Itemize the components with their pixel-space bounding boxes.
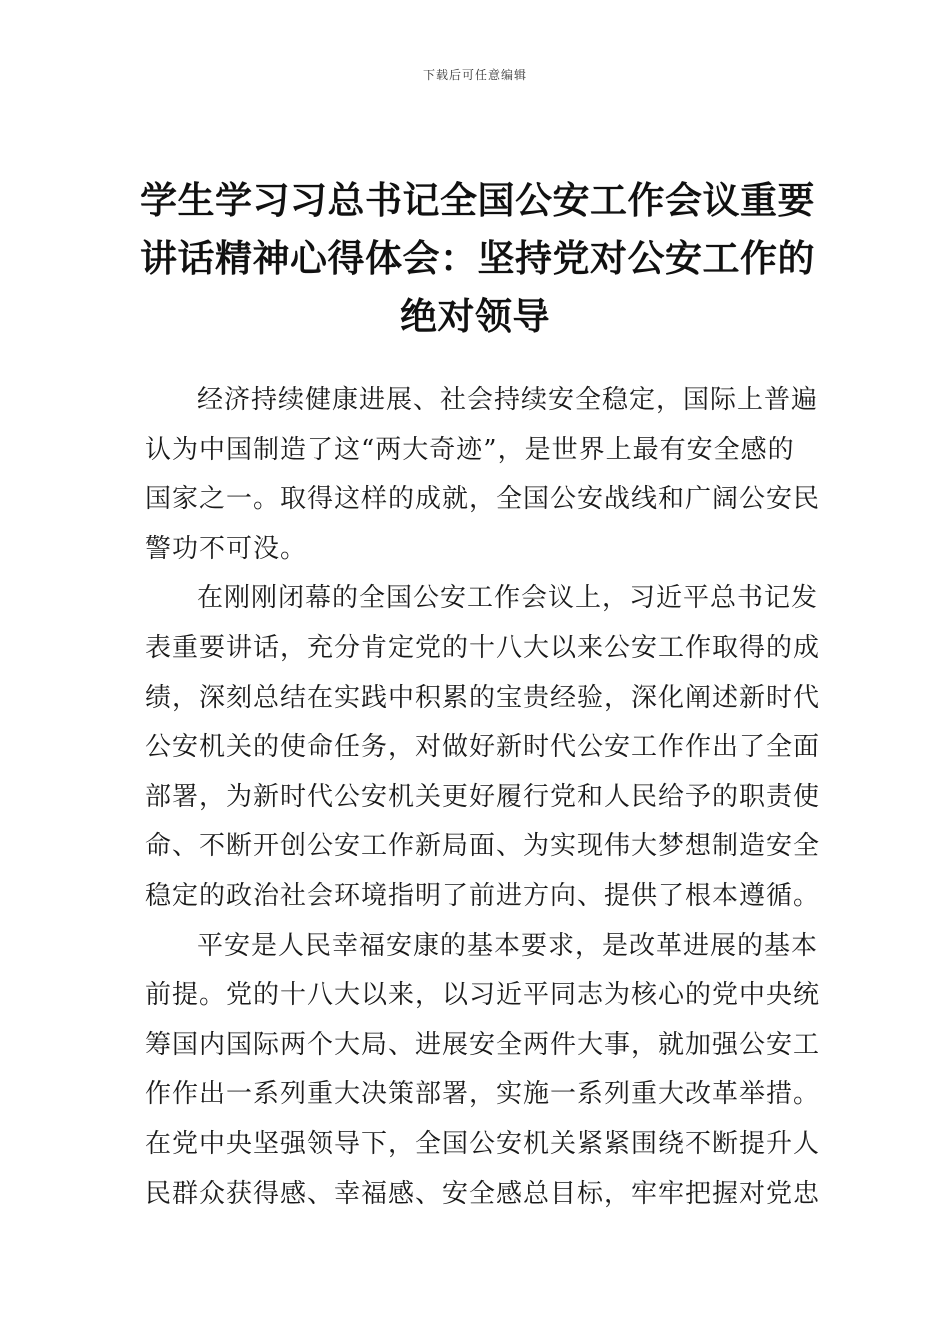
text-line: 筹国内国际两个大局、进展安全两件大事，就加强公安工 [145,1029,821,1060]
text-line: 稳定的政治社会环境指明了前进方向、提供了根本遵循。 [145,880,821,911]
paragraph [145,574,821,921]
text-line: 平安是人民幸福安康的基本要求，是改革进展的基本 [197,930,819,961]
text-line: 认为中国制造了这“两大奇迹”，是世界上最有安全感的 [145,434,795,465]
text-line: 前提。党的十八大以来，以习近平同志为核心的党中央统 [145,980,821,1011]
text-line: 作作出一系列重大决策部署，实施一系列重大改革举措。 [145,1079,821,1110]
document-title [140,172,815,346]
text-line: 国家之一。取得这样的成就，全国公安战线和广阔公安民 [145,484,821,515]
text-line: 经济持续健康进展、社会持续安全稳定，国际上普遍 [197,385,819,415]
title-line: 讲话精神心得体会：坚持党对公安工作的 [140,237,815,280]
text-line: 民群众获得感、幸福感、安全感总目标，牢牢把握对党忠 [145,1178,821,1209]
text-line: 表重要讲话，充分肯定党的十八大以来公安工作取得的成 [145,632,821,663]
text-line: 绩，深刻总结在实践中积累的宝贵经验，深化阐述新时代 [145,682,821,713]
title-line: 学生学习习总书记全国公安工作会议重要 [140,179,815,222]
header-note: 下载后可任意编辑 [422,68,527,82]
title-line: 绝对领导 [400,295,550,338]
text-line: 公安机关的使命任务，对做好新时代公安工作作出了全面 [145,732,821,763]
text-line: 在党中央坚强领导下，全国公安机关紧紧围绕不断提升人 [145,1128,821,1159]
paragraph [145,376,821,574]
text-line: 在刚刚闭幕的全国公安工作会议上，习近平总书记发 [197,583,819,614]
text-line: 命、不断开创公安工作新局面、为实现伟大梦想制造安全 [145,831,821,862]
document-body [145,376,821,1219]
text-line: 部署，为新时代公安机关更好履行党和人民给予的职责使 [145,781,821,812]
paragraph [145,922,821,1220]
text-line: 警功不可没。 [145,533,308,564]
